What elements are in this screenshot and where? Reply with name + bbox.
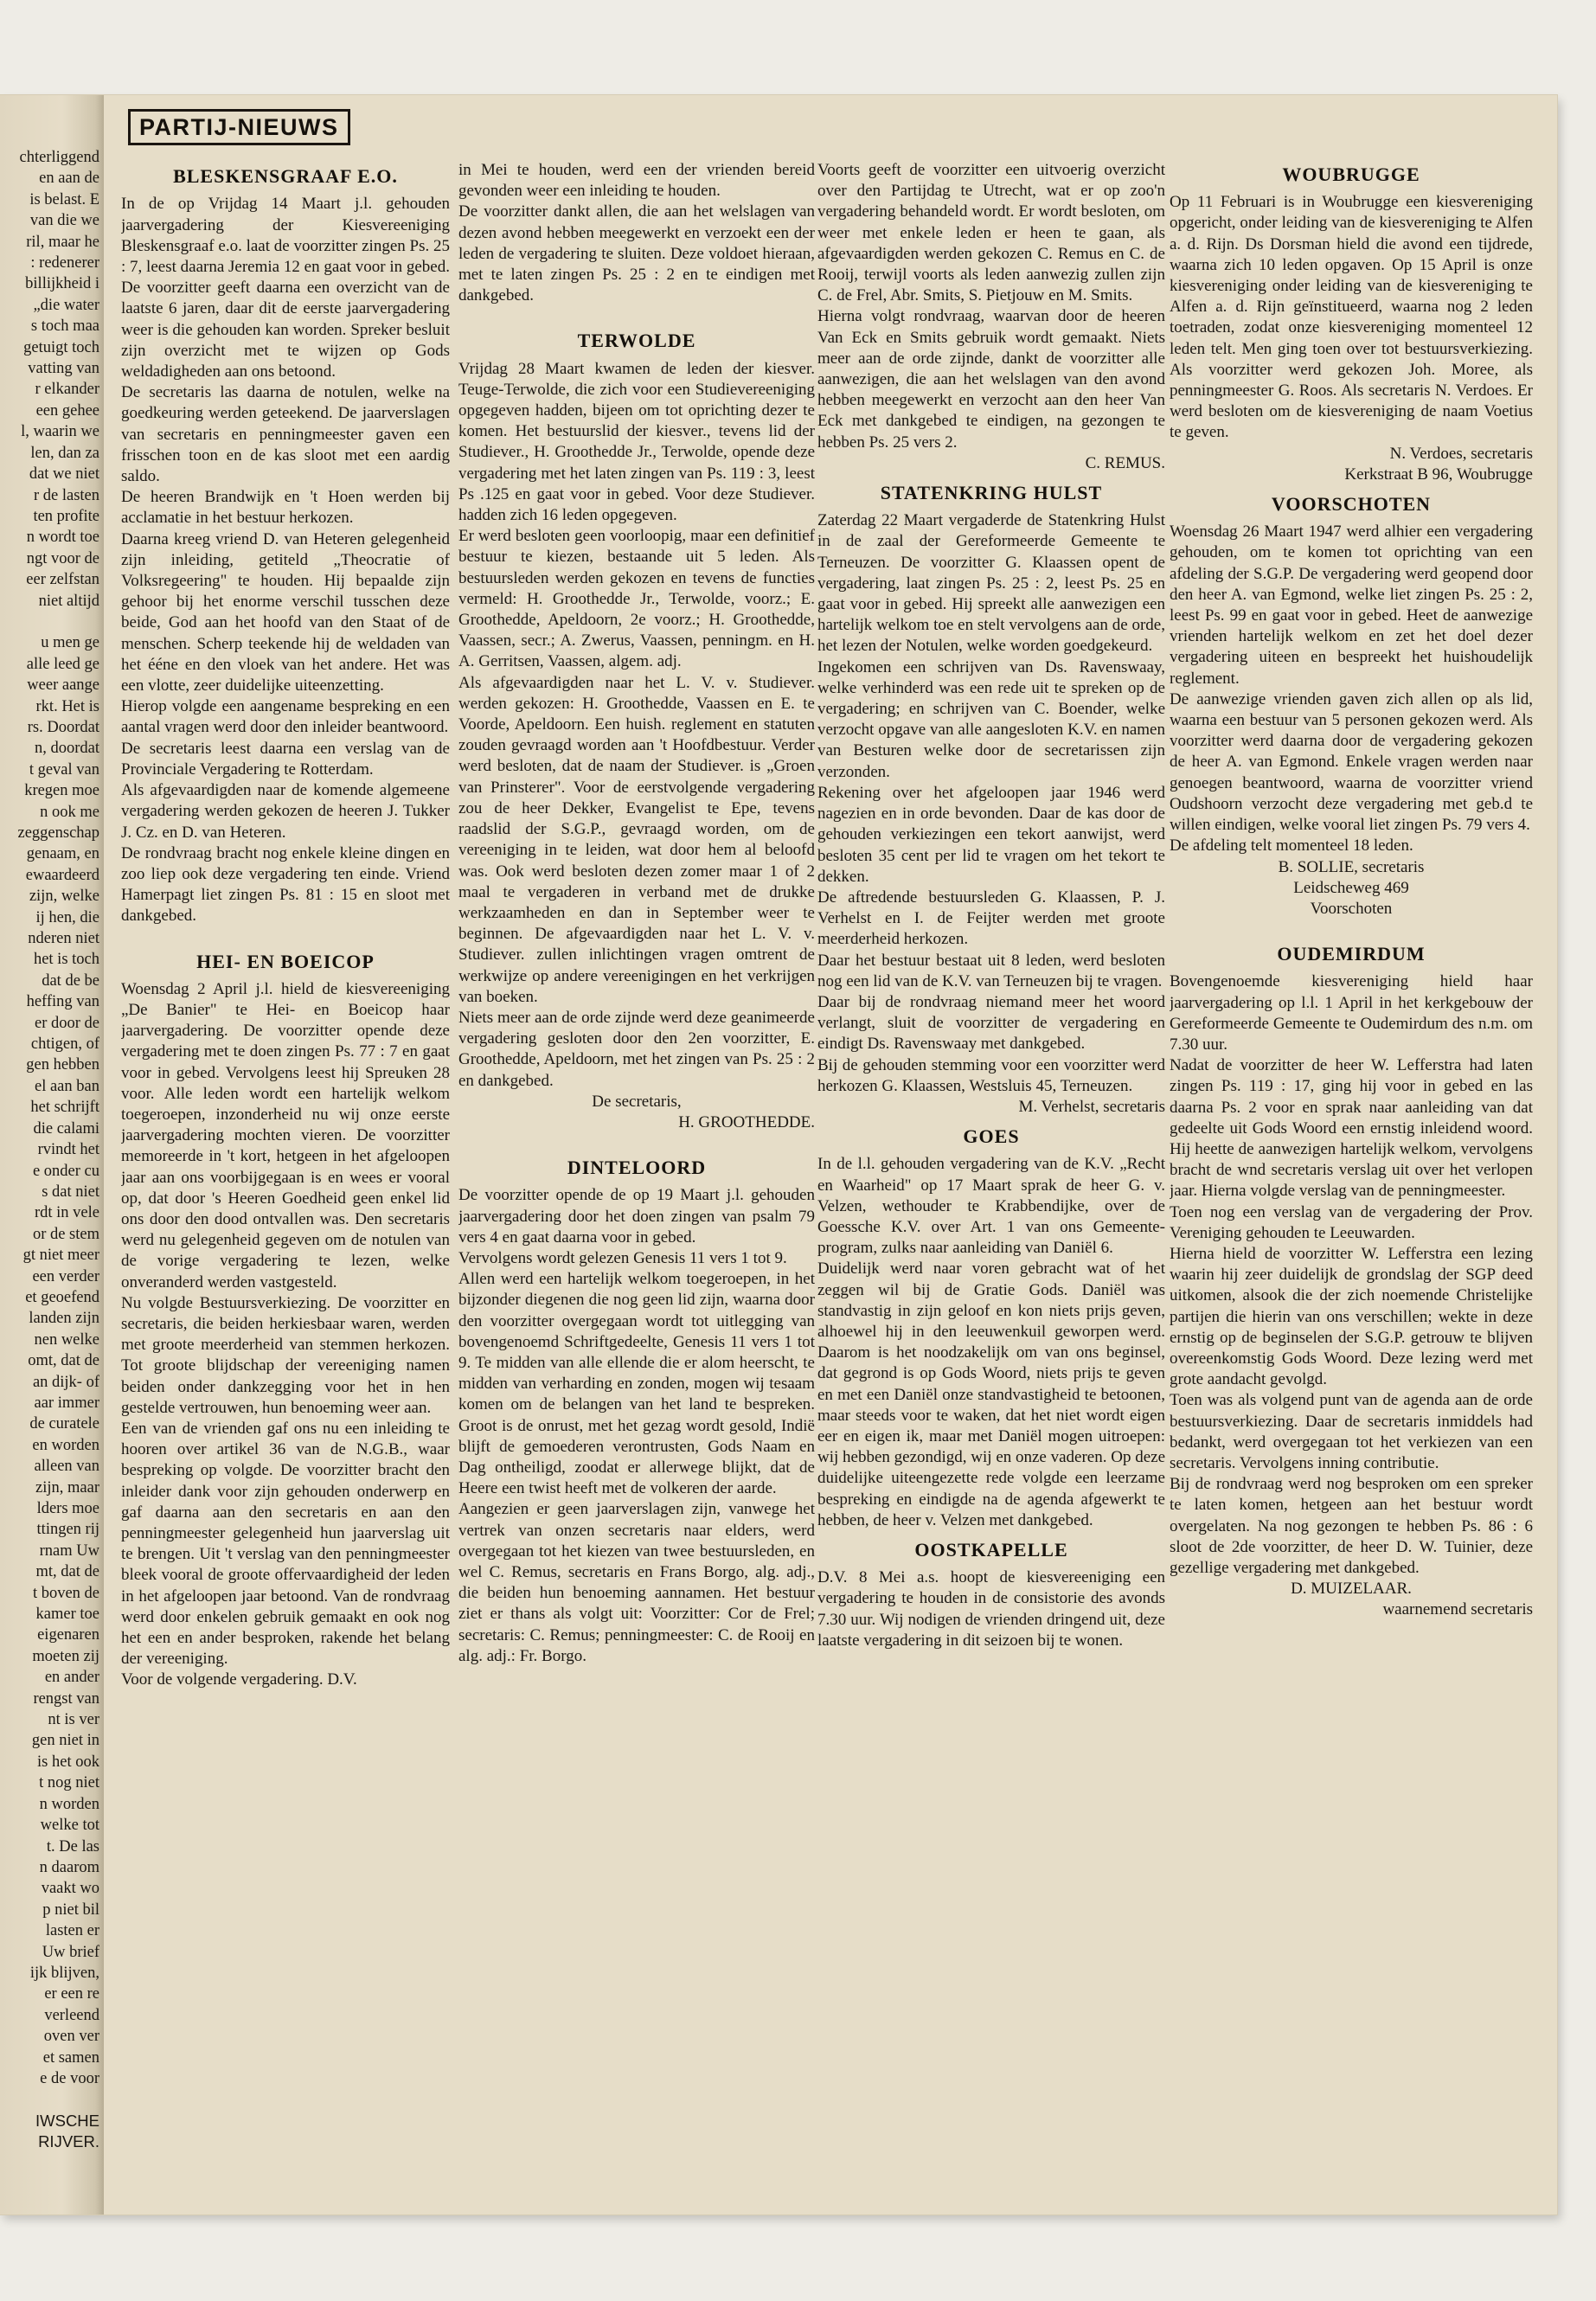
paragraph: Allen werd een hartelijk welkom toegeroepen, in het bijzonder diegenen die nog geen lid zijn, waarna door den voorzitter overgegaan wordt tot uitlegging van bovengenoemd Schriftgedeelte, Genesis 11 vers 1 tot 9. Te midden van alle ellende die er alom heerscht, te midden van verharding en zonden, mogen wij tesaam komen om de belangen van het land te bespreken. Groot is de onrust, met het gezag wordt gesold, Indië blijft de gemoederen verontrusten, Gods Naam en Dag ontheiligd, zoodat er allerwege blijkt, dat de Heere een twist heeft met de volkeren der aarde. xyxy=(458,1270,815,1498)
fragment-line: or de stem xyxy=(32,1225,99,1243)
paragraph: Zaterdag 22 Maart vergaderde de Statenkring Hulst in de zaal der Gereformeerde Gemeente te Terneuzen. De voorzitter G. Klaassen opent de vergadering, laat zingen Ps. 25 : 2, leest Ps. 25 en gaat voor in gebed. Hij spreekt alle aanwezigen een hartelijk welkom toe en stelt vervolgens aan de orde, het lezen der Notulen, welke worden goedgekeurd. xyxy=(817,511,1165,656)
signature-verdoes: N. Verdoes, secretaris xyxy=(1389,444,1533,463)
fragment-line: alleen van xyxy=(34,1458,99,1476)
fragment-line: RIJVER. xyxy=(38,2132,99,2151)
article-continuation xyxy=(458,160,815,306)
paragraph: Hierna hield de voorzitter W. Lefferstra een lezing waarin hij zeer duidelijk de grondslag der SGP deed uitkomen, alsook die der zich noemende Christelijke partijen die hierin van ons verschillen; wekte in deze ernstig op de beginselen der S.G.P. getrouw te blijven overeenkomstig Gods Woord. Deze lezing werd met grote aandacht gevolgd. xyxy=(1170,1244,1533,1389)
article-bleskensgraaf xyxy=(121,194,450,926)
fragment-line: ten profite xyxy=(33,507,99,525)
paragraph: De aftredende bestuursleden G. Klaassen, P. J. Verhelst en I. de Feijter werden met groote meerderheid herkozen. xyxy=(817,888,1165,949)
fragment-line: en worden xyxy=(32,1436,99,1454)
article-goes xyxy=(817,1154,1165,1531)
fragment-line: eigenaren xyxy=(37,1626,99,1644)
heading-goes: GOES xyxy=(963,1125,1020,1148)
signature-verhelst: M. Verhelst, secretaris xyxy=(1018,1097,1165,1116)
column-3 xyxy=(817,160,1165,1651)
column-4 xyxy=(1170,156,1533,1621)
fragment-line: heffing van xyxy=(26,993,99,1011)
heading-woubrugge: WOUBRUGGE xyxy=(1282,163,1420,185)
fragment-line: l, waarin we xyxy=(21,423,99,441)
paragraph: Als afgevaardigden naar het L. V. v. Studiever. werden gekozen: H. Groothedde, Vaassen en E. te Voorde, Apeldoorn. Een huish. reglement en statuten zouden gevraagd worden aan 't Hoofdbestuur. Verder werd besloten, dat de naam der Studiever. is „Groen van Prinsterer". Voor de eerstvolgende vergadering zou de heer Dekker, Evangelist te Epe, tevens raadslid der S.G.P., gevraagd worden, om de vereeniging in te leiden, wat door hem al beloofd was. Ook werd besloten dezen zomer maar 1 of 2 maal te vergaderen in verband met de drukke werkzaamheden en dan in September weer te beginnen. De afgevaardigden naar het L. V. v. Studiever. zullen inlichtingen vragen omtrent de werkwijze op andere vereenigingen en het verkrijgen van boeken. xyxy=(458,673,815,1006)
paragraph: Daar het bestuur bestaat uit 8 leden, werd besloten nog een lid van de K.V. van Terneuzen bij te vragen. xyxy=(817,951,1165,990)
paragraph: Bij de gehouden stemming voor een voorzitter werd herkozen G. Klaassen, Westsluis 45, Terneuzen. xyxy=(817,1055,1165,1095)
fragment-line: ril, maar he xyxy=(26,233,99,251)
article-terwolde xyxy=(458,359,815,1092)
article-dinteloord xyxy=(458,1185,815,1667)
signature-verdoes-address: Kerkstraat B 96, Woubrugge xyxy=(1344,465,1533,484)
heading-statenkring-hulst: STATENKRING HULST xyxy=(880,482,1103,504)
heading-dinteloord: DINTELOORD xyxy=(567,1157,707,1179)
fragment-line: n ook me xyxy=(40,803,99,821)
paragraph: De voorzitter dankt allen, die aan het welslagen van dezen avond hebben meegewerkt en verzoekt een der leden de vergadering te sluiten. Deze voldoet hieraan, met te laten zingen Ps. 25 : 2 en te eindigen met dankgebed. xyxy=(458,202,815,305)
paragraph: Woensdag 26 Maart 1947 werd alhier een vergadering gehouden, om te komen tot oprichting van een afdeling der S.G.P. De vergadering werd geopend door den heer A. van Egmond, welke liet zingen Ps. 25 : 2, leest Ps. 99 en gaat voor in gebed. Heet de aanwezige vrienden hartelijk welkom en zet het doel dezer vergadering uiteen en bespreekt het huishoudelijk reglement. xyxy=(1170,522,1533,688)
fragment-line: u men ge xyxy=(41,634,99,652)
fragment-line: genaam, en xyxy=(26,845,99,863)
paragraph: Toen was als volgend punt van de agenda aan de orde bestuursverkiezing. Daar de secretaris inmiddels had bedankt, werd overgegaan tot het verkiezen van een secretaris. Vervolgens inning contributie. xyxy=(1170,1391,1533,1472)
paragraph: Op 11 Februari is in Woubrugge een kiesvereniging opgericht, onder leiding van de kiesvereniging te Alfen a. d. Rijn. Ds Dorsman hield die avond een tijdrede, waarna zich 10 leden opgaven. Op 15 April is onze kiesvereniging onder leiding van de kiesvereniging te Alfen a. d. Rijn geïnstitueerd, waarna nog 2 leden toetraden, zodat onze kiesvereniging momenteel 12 leden telt. Men ging toen over tot bestuursverkiezing. Als voorzitter werd gekozen Joh. Moree, als penningmeester G. Roos. Als secretaris N. Verdoes. Er werd besloten om de kiesvereniging de naam Voetius te geven. xyxy=(1170,193,1533,442)
heading-bleskensgraaf: BLESKENSGRAAF E.O. xyxy=(173,165,398,188)
signature-sollie-street: Leidscheweg 469 xyxy=(1293,878,1409,897)
signature-muizelaar: D. MUIZELAAR. xyxy=(1291,1580,1412,1599)
paragraph: Vervolgens wordt gelezen Genesis 11 vers 1 tot 9. xyxy=(458,1248,787,1267)
fragment-line: een verder xyxy=(32,1267,99,1285)
fragment-line: p niet bil xyxy=(42,1900,99,1919)
fragment-line: nen welke xyxy=(34,1330,99,1349)
fragment-line: ttingen rij xyxy=(36,1521,99,1539)
fragment-line: alle leed ge xyxy=(26,655,99,673)
fragment-line: weer aange xyxy=(27,676,99,695)
paragraph: Rekening over het afgeloopen jaar 1946 werd nagezien en in orde bevonden. Daar de kas door de gehouden verkiezingen een tekort aanwijst, werd besloten 35 cent per lid te vragen om het tekort te dekken. xyxy=(817,783,1165,886)
paragraph: Niets meer aan de orde zijnde werd deze geanimeerde vergadering gesloten door den 2en voorzitter, E. Groothedde, Apeldoorn, met het zingen van Ps. 25 : 2 en dankgebed. xyxy=(458,1008,815,1090)
paragraph: Toen nog een verslag van de vergadering der Prov. Vereniging gehouden te Leeuwarden. xyxy=(1170,1202,1533,1242)
article-hei-en-boeicop xyxy=(121,979,450,1691)
paragraph: Daarna kreeg vriend D. van Heteren gelegenheid zijn inleiding, getiteld „Theocratie of Volksregeering" te houden. Hij bepaalde zijn gehoor bij het enorme verschil tusschen deze beide, God aan het hoofd van den Staat of de menschen. Scherp teekende hij de weldaden van het ééne en den vloek van het andere. Het was een vlotte, zeer duidelijke uiteenzetting. xyxy=(121,529,450,695)
fragment-line: IWSCHE xyxy=(35,2111,99,2130)
paragraph: Een van de vrienden gaf ons nu een inleiding te hooren over artikel 36 van de N.G.B., waar bespreking op volgde. De voorzitter bracht den inleider dank voor zijn gehouden onderwerp en gaf daarna aan den secretaris en aan den penningmeester gelegenheid hun jaarverslag uit te brengen. Uit 't verslag van den penningmeester bleek vooral de groote offervaardigheid der leden in het afgeloopen jaar betoond. Van de rondvraag werd door enkelen gebruik gemaakt en ook nog het een en ander besproken, rakende het belang der vereeniging. xyxy=(121,1419,450,1669)
paragraph: Hierna volgt rondvraag, waarvan door de heeren Van Eck en Smits gebruik wordt gemaakt. Niets meer aan de orde zijnde, dankt de voorzitter alle aanwezigen, die aan het welslagen van den avond hebben meegewerkt en verzocht aan den heer Van Eck met dankgebed te eindigen, na gezongen te hebben Ps. 25 vers 2. xyxy=(817,307,1165,452)
heading-terwolde: TERWOLDE xyxy=(577,330,696,352)
fragment-line: oven ver xyxy=(43,2028,99,2046)
fragment-line: kamer toe xyxy=(35,1606,99,1624)
paragraph: Voorts geeft de voorzitter een uitvoerig overzicht over den Partijdag te Utrecht, wat er op zoo'n vergadering behandeld wordt. Er wordt besloten, om weer met enkele leden er heen te gaan, als afgevaardigden werden gekozen C. Remus en C. de Rooij, terwijl voorts als leden aanwezig zullen zijn C. de Frel, Abr. Smits, S. Pietjouw en M. Smits. xyxy=(817,161,1165,305)
fragment-line xyxy=(0,612,99,632)
signature-remus: C. REMUS. xyxy=(1085,453,1165,472)
paragraph: Daar bij de rondvraag niemand meer het woord verlangt, sluit de voorzitter de vergadering en eindigt Ds. Ravenswaay met dankgebed. xyxy=(817,992,1165,1054)
fragment-line xyxy=(0,2089,99,2110)
fragment-line: an dijk- of xyxy=(32,1373,99,1391)
fragment-line: kregen moe xyxy=(24,782,99,800)
column-1 xyxy=(121,104,450,1691)
fragment-line: e de voor xyxy=(40,2069,99,2087)
fragment-line: moeten zij xyxy=(32,1647,99,1665)
fragment-line: vatting van xyxy=(28,360,99,378)
fragment-line: n wordt toe xyxy=(26,529,99,547)
fragment-line: aar immer xyxy=(34,1394,99,1412)
paragraph: D.V. 8 Mei a.s. hoopt de kiesvereeniging een vergadering te houden in de consistorie des avonds 7.30 uur. Wij nodigen de vrienden dringend uit, deze laatste vergadering in dit seizoen bij te wonen. xyxy=(817,1568,1165,1650)
heading-oudemirdum: OUDEMIRDUM xyxy=(1277,943,1426,965)
fragment-line: en ander xyxy=(44,1669,99,1687)
fragment-line: n, doordat xyxy=(34,740,99,758)
fragment-line: t nog niet xyxy=(39,1774,99,1792)
left-column-fragment xyxy=(0,147,99,2153)
fragment-line: eer zelfstan xyxy=(26,571,99,589)
paragraph: Vrijdag 28 Maart kwamen de leden der kiesver. Teuge-Terwolde, die zich voor een Studievereeniging opgegeven hadden, bijeen om tot oprichting dezer te komen. Het bestuurslid der kiesver., tevens lid der Studiever., H. Groothedde Jr., Terwolde, opende deze vergadering met het laten zingen van Ps. 119 : 3, leest Ps .125 en gaat voor in gebed. Voor deze Studiever. hadden zich 16 leden opgegeven. xyxy=(458,359,815,525)
paragraph: In de op Vrijdag 14 Maart j.l. gehouden jaarvergadering der Kiesvereeniging Bleskensgraaf e.o. laat de voorzitter zingen Ps. 25 : 7, leest daarna Jeremia 12 en gaat voor in gebed. De voorzitter geeft daarna een overzicht van de laatste 6 jaren, daar dit de eerste jaarvergadering weer is die gehouden kan worden. Spreker besluit zijn overzicht met te wijzen op Gods weldadigheden aan ons betoond. xyxy=(121,195,450,381)
fragment-line: de curatele xyxy=(29,1415,99,1433)
section-title-box: PARTIJ-NIEUWS xyxy=(128,109,350,145)
paragraph: Hierop volgde een aangename bespreking en een aantal vragen werd door den inleider beantwoord. xyxy=(121,697,450,737)
article-continuation xyxy=(817,160,1165,453)
signature-muizelaar-role: waarnemend secretaris xyxy=(1382,1600,1533,1619)
fragment-line: het schrijft xyxy=(30,1099,99,1117)
fragment-line: zijn, maar xyxy=(35,1478,99,1497)
fragment-line: chterliggend xyxy=(19,149,99,166)
fragment-line: rvindt het xyxy=(37,1141,99,1159)
fragment-line: mt, dat de xyxy=(35,1563,99,1581)
fragment-line: t boven de xyxy=(32,1584,99,1602)
paragraph: Duidelijk werd naar voren gebracht wat of het zeggen wil bij de Gratie Gods. Daniël was standvastig in zijn geloof en kon niets prijs geven, alhoewel hij in den leeuwenkuil geworpen werd. Daarom is het noodzakelijk om van ons beginsel, dat gegrond is op Gods Woord, niets prijs te geven en met een Daniël onze standvastigheid te betoonen, maar steeds voor te waken, dat het niet wordt eigen eer en eigen ik, maar met Daniël mogen uitroepen: wij hebben gezondigd, wij en onze vaderen. Op deze duidelijke uiteengezette rede volgde een leerzame bespreking en eindigde na de agenda afgewerkt te hebben, de heer v. Velzen met dankgebed. xyxy=(817,1259,1165,1529)
fragment-line: chtigen, of xyxy=(30,1035,99,1054)
fragment-line: t geval van xyxy=(29,760,99,779)
fragment-line: het is toch xyxy=(33,951,99,969)
paragraph: De secretaris las daarna de notulen, welke na goedkeuring werden geteekend. De jaarverslagen van secretaris en penningmeester gaven een frisschen toon en de kas sloot met een aardig saldo. xyxy=(121,383,450,486)
fragment-line: zijn, welke xyxy=(29,888,99,906)
paragraph: Als afgevaardigden naar de komende algemeene vergadering werden gekozen de heeren J. Tukker J. Cz. en D. van Heteren. xyxy=(121,781,450,842)
paragraph: Bij de rondvraag werd nog besproken om een spreker te laten komen, hetgeen aan het bestuur wordt overgelaten. Na nog gezongen te hebben Ps. 86 : 6 sloot de 2de voorzitter, de heer D. W. Tuinier, deze gezellige vergadering met dankgebed. xyxy=(1170,1475,1533,1577)
fragment-line: zeggenschap xyxy=(17,824,99,842)
fragment-line: billijkheid i xyxy=(25,275,99,293)
paragraph: Woensdag 2 April j.l. hield de kiesvereeniging „De Banier" te Hei- en Boeicop haar jaarvergadering. De voorzitter opende deze vergadering met te doen zingen Ps. 77 : 7 en gaat voor in gebed. Vervolgens leest hij Spreuken 28 voor. Alle leden wordt een hartelijk welkom toegeroepen, inzonderheid nu wij onze eerste jaarvergadering mochten vieren. De voorzitter memoreerde in 't kort, hetgeen in het afgeloopen jaar aan ons voorbijgegaan is en wees er vooral op, dat door 's Heeren Goedheid geen enkel lid ons door den dood ontvallen was. Den secretaris werd nu gelegenheid gegeven om de notulen van de vorige vergadering te lezen, welke onveranderd werden vastgesteld. xyxy=(121,979,450,1292)
fragment-line: e onder cu xyxy=(32,1162,99,1180)
fragment-line: n worden xyxy=(39,1795,99,1813)
article-oostkapelle xyxy=(817,1567,1165,1651)
article-voorschoten xyxy=(1170,522,1533,856)
fragment-line: ij hen, die xyxy=(35,908,99,926)
fragment-line: getuigt toch xyxy=(23,338,99,356)
fragment-line: rengst van xyxy=(33,1689,99,1708)
paragraph: In de l.l. gehouden vergadering van de K.V. „Recht en Waarheid" op 17 Maart sprak de heer G. v. Velzen, wethouder te Krabbendijke, over de Goessche K.V. over Art. 1 van ons Gemeente-program, zulks naar aanleiding van Daniël 6. xyxy=(817,1155,1165,1258)
fragment-line: omt, dat de xyxy=(28,1352,99,1370)
paragraph: Voor de volgende vergadering. D.V. xyxy=(121,1670,357,1689)
paragraph: Nadat de voorzitter de heer W. Lefferstra had laten zingen Ps. 119 : 17, ging hij voor in gebed en las daarna Ps. 2 voor en sprak naar aanleiding van dat gedeelte uit Gods Woord een ernstig inleidend woord. Hij heette de aanwezigen hartelijk welkom, vervolgens bracht de wnd secretaris verslag uit over het verlopen jaar. Hierna volgde verslag van de penningmeester. xyxy=(1170,1056,1533,1201)
fragment-line: n daarom xyxy=(39,1858,99,1876)
fragment-line: er een re xyxy=(44,1985,99,2003)
fragment-line: ewaardeerd xyxy=(25,866,99,884)
fragment-line: rkt. Het is xyxy=(35,697,99,715)
paragraph: Er werd besloten geen voorloopig, maar een definitief bestuur te kiezen, bestaande uit 5 leden. Als bestuursleden werden gekozen en tevens de functies vermeld: H. Groothedde Jr., Terwolde, voorz.; E. Groothedde, Apeldoorn, 2e voorz.; H. Groothedde, Vaassen, secr.; A. Zwerus, Vaassen, penningm. en H. A. Gerritsen, Vaassen, algem. adj. xyxy=(458,527,815,671)
paragraph: De rondvraag bracht nog enkele kleine dingen en zoo liep ook deze vergadering ten einde. Vriend Hamerpagt liet zingen Ps. 81 : 15 en sloot met dankgebed. xyxy=(121,843,450,926)
fragment-line: : redenerer xyxy=(30,254,99,272)
fragment-line: rs. Doordat xyxy=(27,718,99,736)
article-oudemirdum xyxy=(1170,971,1533,1579)
fragment-line: et samen xyxy=(42,2048,99,2067)
fragment-line: rdt in vele xyxy=(34,1204,99,1222)
fragment-line: die calami xyxy=(33,1119,99,1138)
heading-hei-en-boeicop: HEI- EN BOEICOP xyxy=(196,950,375,972)
fragment-line: nderen niet xyxy=(28,930,99,948)
fragment-line: verleend xyxy=(44,2006,99,2024)
fragment-line: niet altijd xyxy=(38,592,99,610)
fragment-line: el aan ban xyxy=(35,1077,99,1095)
signature-title: De secretaris, xyxy=(592,1092,682,1111)
fragment-line: dat de be xyxy=(42,971,99,990)
fragment-line: is belast. E xyxy=(29,190,99,208)
signature-sollie-town: Voorschoten xyxy=(1310,899,1393,918)
fragment-line: s dat niet xyxy=(42,1183,99,1201)
paragraph: De aanwezige vrienden gaven zich allen op als lid, waarna een bestuur van 5 personen gekozen werd. Als voorzitter werd daarna door de vergadering gekozen de heer A. van Egmond. Enkele vragen werden naar genoegen beantwoord, waarna de voorzitter vriend Oudshoorn verzocht deze vergadering met geb.d te willen eindigen, welke vooral liet zingen Ps. 79 vers 4. xyxy=(1170,689,1533,835)
fragment-line: lders moe xyxy=(36,1500,99,1517)
column-2 xyxy=(458,160,815,1667)
heading-voorschoten: VOORSCHOTEN xyxy=(1271,493,1432,516)
fragment-line: Uw brief xyxy=(42,1943,99,1961)
paragraph: Aangezien er geen jaarverslagen zijn, vanwege het vertrek van onzen secretaris naar elders, werd overgegaan tot het kiezen van twee bestuursleden, en wel C. Remus, secretaris en Frans Borgo, alg. adj., die beiden hun benoeming aannamen. Het bestuur ziet er thans als volgt uit: Voorzitter: Cor de Frel; secretaris: C. Remus; penningmeester: C. de Rooij en alg. adj.: Fr. Borgo. xyxy=(458,1500,815,1665)
fragment-line: gen hebben xyxy=(26,1056,99,1074)
paragraph: Bovengenoemde kiesvereniging hield haar jaarvergadering op l.l. 1 April in het kerkgebouw der Gereformeerde Gemeente te Oudemirdum des n.m. om 7.30 uur. xyxy=(1170,972,1533,1054)
fragment-line: welke tot xyxy=(40,1817,99,1835)
fragment-line: gen niet in xyxy=(31,1732,99,1750)
paragraph: De heeren Brandwijk en 't Hoen werden bij acclamatie in het bestuur herkozen. xyxy=(121,488,450,528)
paragraph: De secretaris leest daarna een verslag van de Provinciale Vergadering te Rotterdam. xyxy=(121,739,450,779)
fragment-line: t. De las xyxy=(46,1837,99,1856)
paragraph: De afdeling telt momenteel 18 leden. xyxy=(1170,836,1413,856)
paragraph: Nu volgde Bestuursverkiezing. De voorzitter en secretaris, die beiden herkiesbaar waren, werden met groote meerderheid van stemmen herkozen. Tot groote blijdschap der vereeniging namen beiden onder dankzegging voor het in hen gestelde vertrouwen, hun benoeming weer aan. xyxy=(121,1293,450,1417)
fragment-line: s toch maa xyxy=(30,317,99,336)
signature-sollie: B. SOLLIE, secretaris xyxy=(1278,857,1425,876)
fragment-line: vaakt wo xyxy=(41,1880,99,1898)
paragraph: Ingekomen een schrijven van Ds. Ravenswaay, welke verhinderd was een rede uit te spreken op de vergadering; en schrijven van C. Boender, welke verzocht opgave van alle aangesloten K.V. en namen van Besturen welke door de secretarissen zijn verzonden. xyxy=(817,657,1165,781)
fragment-line: ngt voor de xyxy=(26,549,99,567)
fragment-line: en aan de xyxy=(39,170,99,188)
fragment-line: lasten er xyxy=(45,1922,99,1940)
fragment-line: rnam Uw xyxy=(39,1541,99,1560)
paragraph: De voorzitter opende de op 19 Maart j.l. gehouden jaarvergadering door het doen zingen van psalm 79 vers 4 en gaat daarna voor in gebed. xyxy=(458,1186,815,1247)
fragment-line: r de lasten xyxy=(33,486,99,504)
fragment-line: dat we niet xyxy=(29,465,99,484)
fragment-line: gt niet meer xyxy=(22,1247,99,1265)
fragment-line: landen zijn xyxy=(29,1310,99,1328)
heading-oostkapelle: OOSTKAPELLE xyxy=(914,1539,1068,1561)
article-statenkring-hulst xyxy=(817,510,1165,1097)
fragment-line: ijk blijven, xyxy=(29,1964,99,1982)
fragment-line: nt is ver xyxy=(48,1711,99,1729)
fragment-line: van die we xyxy=(29,212,99,230)
article-woubrugge xyxy=(1170,192,1533,443)
fragment-line: „die water xyxy=(33,296,99,314)
fragment-line: is het ook xyxy=(37,1753,99,1771)
fragment-line: er door de xyxy=(35,1014,99,1032)
paragraph: in Mei te houden, werd een der vrienden bereid gevonden weer een inleiding te houden. xyxy=(458,161,815,201)
signature-name: H. GROOTHEDDE. xyxy=(678,1112,815,1131)
fragment-line: een gehee xyxy=(35,401,99,420)
fragment-line: len, dan za xyxy=(30,444,99,462)
fragment-line: r elkander xyxy=(35,381,99,399)
fragment-line: et geoefend xyxy=(25,1288,99,1306)
